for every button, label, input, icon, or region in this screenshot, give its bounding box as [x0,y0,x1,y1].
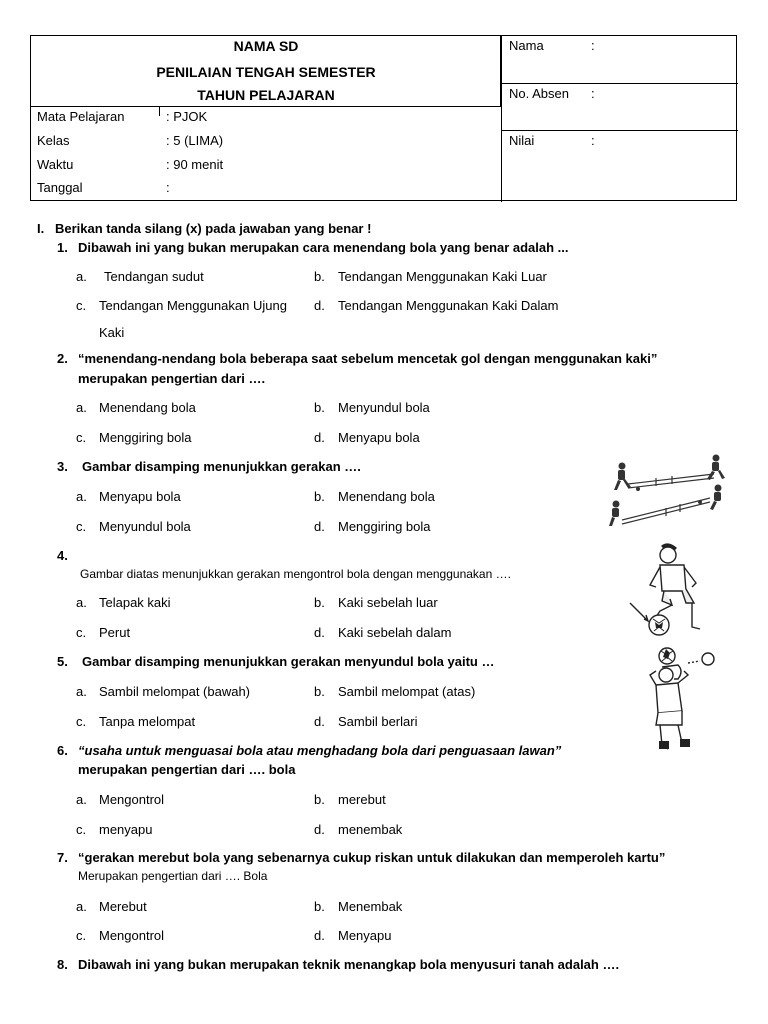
score-label: Nilai [509,133,535,148]
option-letter: c. [76,519,87,534]
option-letter: b. [314,269,325,284]
absen-label: No. Absen [509,86,569,101]
divider [31,106,501,107]
option-b[interactable]: Menendang bola [338,489,435,504]
option-d[interactable]: Menyapu [338,928,392,943]
option-a[interactable]: Menyapu bola [99,489,181,504]
option-c[interactable]: Mengontrol [99,928,165,943]
option-letter: c. [76,714,87,729]
date-value: : [166,180,170,195]
option-d[interactable]: menembak [338,822,403,837]
ball-control-illustration [626,543,716,639]
option-c[interactable]: Menyundul bola [99,519,191,534]
option-letter: a. [76,400,87,415]
option-letter: d. [314,298,325,313]
option-a[interactable]: Tendangan sudut [104,269,204,284]
option-c[interactable]: menyapu [99,822,153,837]
option-letter: b. [314,595,325,610]
option-c[interactable]: Menggiring bola [99,430,192,445]
option-letter: a. [76,899,87,914]
section-number: I. [37,221,45,236]
option-d[interactable]: Kaki sebelah dalam [338,625,452,640]
divider [501,83,738,84]
dribbling-illustration [606,448,728,530]
question-number: 4. [57,548,68,563]
option-letter: a. [76,792,87,807]
option-letter: a. [76,269,87,284]
option-a[interactable]: Menendang bola [99,400,196,415]
option-a[interactable]: Sambil melompat (bawah) [99,684,251,699]
question-number: 5. [57,654,68,669]
subject-value: : PJOK [166,109,208,124]
option-a[interactable]: Merebut [99,899,147,914]
option-letter: d. [314,714,325,729]
question-text: Gambar disamping menunjukkan gerakan …. [82,459,361,474]
option-d[interactable]: Menggiring bola [338,519,431,534]
option-a[interactable]: Telapak kaki [99,595,171,610]
academic-year: TAHUN PELAJARAN [197,87,335,103]
option-c-cont: Kaki [99,325,125,340]
time-label: Waktu [37,157,74,172]
option-letter: d. [314,625,325,640]
divider [501,36,502,202]
option-b[interactable]: Sambil melompat (atas) [338,684,476,699]
option-letter: b. [314,684,325,699]
option-letter: d. [314,519,325,534]
option-c[interactable]: Tanpa melompat [99,714,196,729]
absen-colon: : [591,86,595,101]
option-b[interactable]: Menyundul bola [338,400,430,415]
question-text: Dibawah ini yang bukan merupakan cara menendang bola yang benar adalah ... [78,240,569,255]
option-letter: c. [76,928,87,943]
divider [159,106,160,116]
title-box [31,36,501,106]
option-letter: b. [314,899,325,914]
option-letter: d. [314,430,325,445]
exam-title: PENILAIAN TENGAH SEMESTER [156,64,376,80]
question-text: “menendang-nendang bola beberapa saat sebelum mencetak gol dengan menggunakan kaki” [78,351,658,366]
option-letter: b. [314,489,325,504]
option-letter: d. [314,822,325,837]
name-colon: : [591,38,595,53]
option-b[interactable]: Kaki sebelah luar [338,595,438,610]
question-number: 1. [57,240,68,255]
option-c[interactable]: Tendangan Menggunakan Ujung [99,298,287,313]
question-number: 8. [57,957,68,972]
question-text: Gambar diatas menunjukkan gerakan mengontrol bola dengan menggunakan …. [80,567,511,581]
option-a[interactable]: Mengontrol [99,792,165,807]
option-letter: b. [314,792,325,807]
option-letter: c. [76,298,87,313]
question-text: “usaha untuk menguasai bola atau menghadang bola dari penguasaan lawan” [78,743,562,758]
question-text: Gambar disamping menunjukkan gerakan menyundul bola yaitu … [82,654,495,669]
exam-header-table [30,35,737,201]
name-label: Nama [509,38,544,53]
option-letter: b. [314,400,325,415]
option-d[interactable]: Menyapu bola [338,430,420,445]
subject-label: Mata Pelajaran [37,109,125,124]
time-value: : 90 menit [166,157,224,172]
option-b[interactable]: Menembak [338,899,403,914]
option-d[interactable]: Tendangan Menggunakan Kaki Dalam [338,298,559,313]
question-number: 7. [57,850,68,865]
question-text-cont: merupakan pengertian dari …. [78,371,266,386]
option-letter: c. [76,822,87,837]
option-letter: a. [76,489,87,504]
question-text-cont: merupakan pengertian dari …. bola [78,762,296,777]
score-colon: : [591,133,595,148]
option-letter: a. [76,684,87,699]
option-letter: c. [76,430,87,445]
school-name: NAMA SD [233,38,299,54]
question-text: Dibawah ini yang bukan merupakan teknik menangkap bola menyusuri tanah adalah …. [78,957,620,972]
question-text: “gerakan merebut bola yang sebenarnya cukup riskan untuk dilakukan dan memperoleh kartu” [78,850,666,865]
class-label: Kelas [37,133,70,148]
option-letter: c. [76,625,87,640]
option-letter: d. [314,928,325,943]
question-text-cont: Merupakan pengertian dari …. Bola [78,869,268,883]
question-number: 6. [57,743,68,758]
option-b[interactable]: merebut [338,792,386,807]
option-letter: a. [76,595,87,610]
class-value: : 5 (LIMA) [166,133,224,148]
question-number: 2. [57,351,68,366]
question-number: 3. [57,459,68,474]
date-label: Tanggal [37,180,83,195]
option-d[interactable]: Sambil berlari [338,714,418,729]
option-c[interactable]: Perut [99,625,131,640]
option-b[interactable]: Tendangan Menggunakan Kaki Luar [338,269,547,284]
heading-illustration [638,645,720,757]
section-instruction: Berikan tanda silang (x) pada jawaban yang benar ! [55,221,372,236]
divider [501,130,738,131]
